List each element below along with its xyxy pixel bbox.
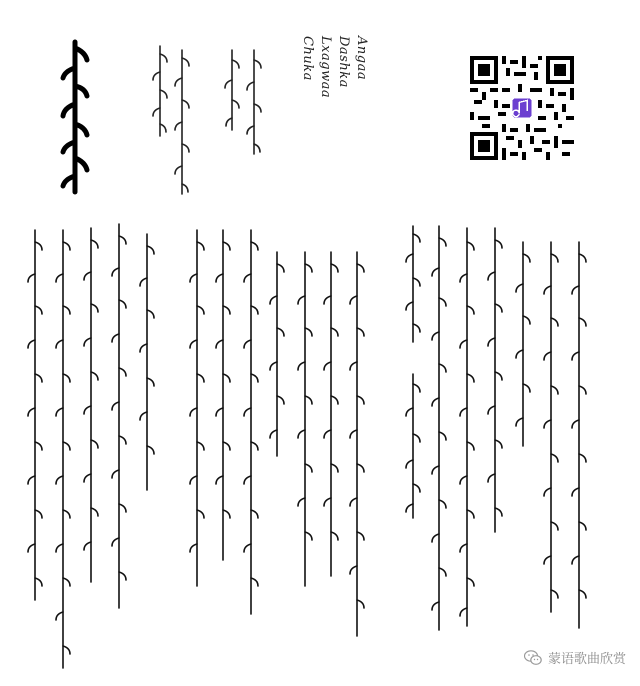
credit-name-angaa: Chuka: [300, 36, 315, 81]
lyric-column: [186, 228, 208, 590]
wechat-icon: [524, 650, 542, 666]
lyric-column: [540, 240, 562, 616]
lyric-column: [428, 224, 450, 634]
lyric-column: [568, 240, 590, 632]
lyric-column: [484, 226, 506, 536]
credit-line-2: [172, 48, 192, 202]
qr-code-icon: [470, 56, 574, 160]
lyric-column: [24, 228, 46, 604]
lyric-column: [402, 372, 424, 522]
lyric-column: [294, 250, 316, 590]
lyric-column: [512, 240, 534, 450]
credit-names: [300, 36, 390, 156]
credit-line-1: [150, 44, 170, 144]
lyric-column: [212, 228, 234, 564]
credit-line-4: [244, 48, 264, 162]
song-title: [58, 38, 92, 196]
lyric-column: [108, 222, 130, 612]
lyric-column: [136, 232, 158, 494]
credit-line-3: [222, 48, 242, 138]
watermark: [524, 648, 626, 667]
lyric-column: [80, 226, 102, 586]
lyric-column: [266, 250, 288, 460]
lyric-column: [346, 250, 368, 640]
lyric-column: [52, 228, 74, 672]
lyric-column: [456, 226, 478, 630]
credit-name-chuka: Angaa: [354, 36, 369, 81]
lyric-column: [240, 228, 262, 618]
lyric-column: [402, 224, 424, 346]
watermark-text: 蒙语歌曲欣赏: [548, 652, 627, 667]
credit-name-dashka: Dashka: [336, 36, 351, 88]
lyric-column: [320, 250, 342, 580]
credit-name-lxagwaa: Lxagwaa: [318, 36, 333, 99]
